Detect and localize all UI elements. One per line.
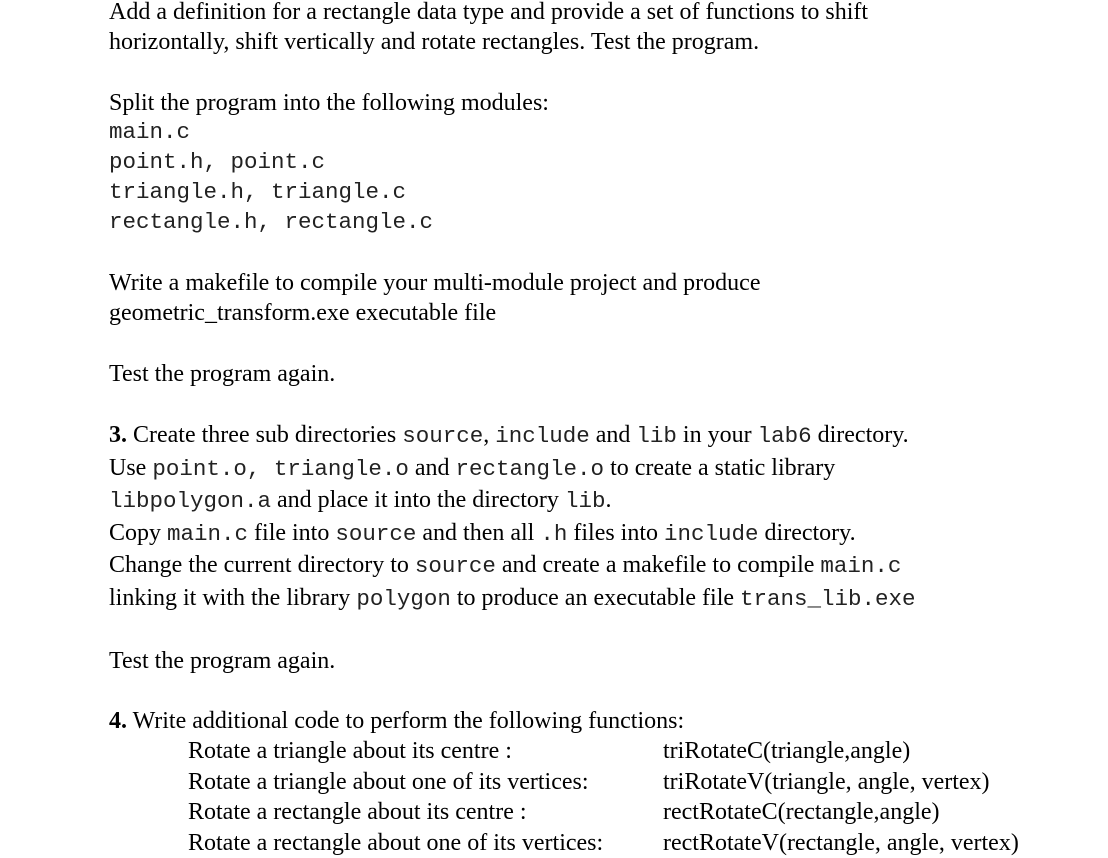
function-signature: triRotateC(triangle,angle) bbox=[663, 738, 911, 764]
module-item: main.c bbox=[109, 119, 191, 145]
step4-number: 4. bbox=[109, 708, 127, 734]
function-description: Rotate a triangle about its centre : bbox=[188, 738, 512, 764]
test-again-2: Test the program again. bbox=[109, 648, 336, 674]
function-signature: rectRotateC(rectangle,angle) bbox=[663, 799, 940, 825]
makefile-line-2: geometric_transform.exe executable file bbox=[109, 300, 497, 326]
intro-line-1: Add a definition for a rectangle data type and provide a set of functions to shift bbox=[109, 0, 869, 25]
modules-heading: Split the program into the following modules: bbox=[109, 90, 549, 116]
function-description: Rotate a rectangle about one of its vertices: bbox=[188, 830, 604, 856]
function-description: Rotate a triangle about one of its vertices: bbox=[188, 769, 589, 795]
step3-line-5: Change the current directory to source and create a makefile to compile main.c bbox=[109, 552, 902, 579]
step4-heading: 4. Write additional code to perform the following functions: bbox=[109, 708, 685, 734]
module-item: rectangle.h, rectangle.c bbox=[109, 209, 434, 235]
intro-line-2: horizontally, shift vertically and rotate rectangles. Test the program. bbox=[109, 29, 760, 55]
module-item: triangle.h, triangle.c bbox=[109, 179, 407, 205]
step3-number: 3. bbox=[109, 422, 127, 448]
test-again-1: Test the program again. bbox=[109, 361, 336, 387]
step3-line-1: 3. Create three sub directories source, include and lib in your lab6 directory. bbox=[109, 422, 909, 449]
step3-line-6: linking it with the library polygon to produce an executable file trans_lib.exe bbox=[109, 585, 916, 612]
function-description: Rotate a rectangle about its centre : bbox=[188, 799, 527, 825]
module-item: point.h, point.c bbox=[109, 149, 326, 175]
function-signature: triRotateV(triangle, angle, vertex) bbox=[663, 769, 990, 795]
step3-line-4: Copy main.c file into source and then all .h files into include directory. bbox=[109, 520, 856, 547]
makefile-line-1: Write a makefile to compile your multi-module project and produce bbox=[109, 270, 761, 296]
step3-line-3: libpolygon.a and place it into the directory lib. bbox=[109, 487, 612, 514]
function-signature: rectRotateV(rectangle, angle, vertex) bbox=[663, 830, 1019, 856]
step3-line-2: Use point.o, triangle.o and rectangle.o to create a static library bbox=[109, 455, 836, 482]
